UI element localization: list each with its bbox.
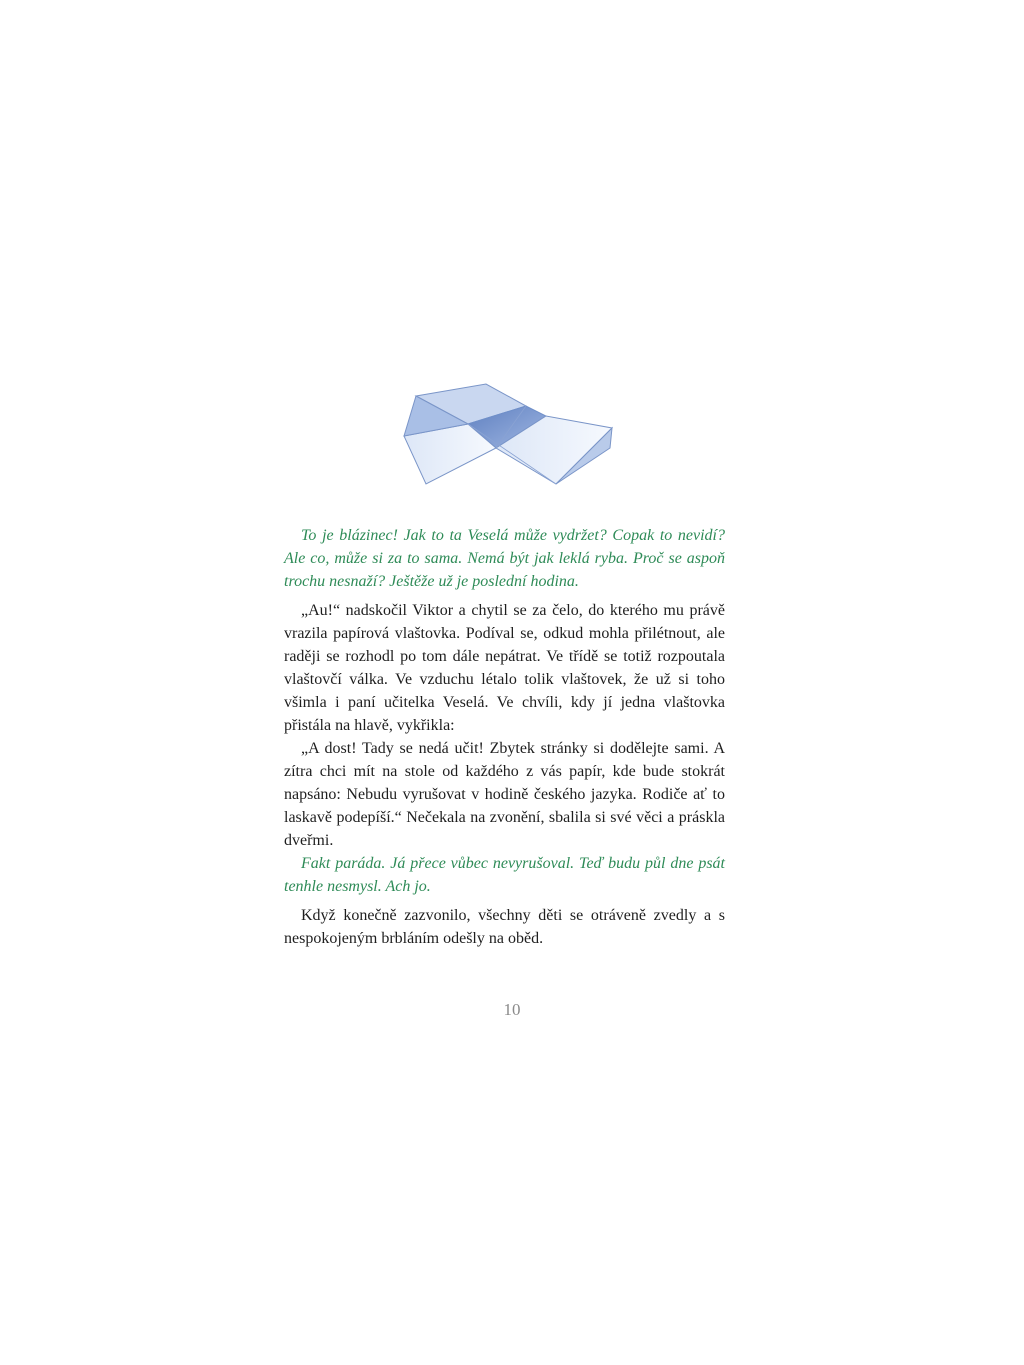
page-number: 10 (503, 1000, 521, 1019)
story-paragraph: Když konečně zazvonilo, všechny děti se otráveně zvedly a s nespokojeným brbláním odešly na oběd. (284, 907, 725, 947)
story-paragraph: „A dost! Tady se nedá učit! Zbytek stránky si dodělejte sami. A zítra chci mít na stole od každého z vás papír, kde bude stokrát napsáno: Nebudu vyrušovat v hodině českého jazyka. Rodiče ať to laskavě podepíší.“ Nečekala na zvonění, sbalila si své věci a práskla dveřmi. (284, 740, 725, 849)
inner-thought-paragraph: Fakt paráda. Já přece vůbec nevyrušoval. Teď budu půl dne psát tenhle nesmysl. Ach jo. (284, 855, 725, 895)
paper-airplane-illustration (396, 376, 618, 488)
story-text (284, 524, 725, 950)
paper-airplane-icon (396, 376, 618, 488)
inner-thought-paragraph: To je blázinec! Jak to ta Veselá může vydržet? Copak to nevidí? Ale co, může si za to sama. Nemá být jak leklá ryba. Proč se aspoň trochu nesnaží? Ještěže už je poslední hodina. (284, 527, 725, 590)
story-paragraph: „Au!“ nadskočil Viktor a chytil se za čelo, do kterého mu právě vrazila papírová vlaštovka. Podíval se, odkud mohla přilétnout, ale raději se rozhodl po tom dále nepátrat. Ve třídě se totiž rozpoutala vlaštovčí válka. Ve vzduchu létalo tolik vlaštovek, že už si toho všimla i paní učitelka Veselá. Ve chvíli, kdy jí jedna vlaštovka přistála na hlavě, vykřikla: (284, 602, 725, 734)
